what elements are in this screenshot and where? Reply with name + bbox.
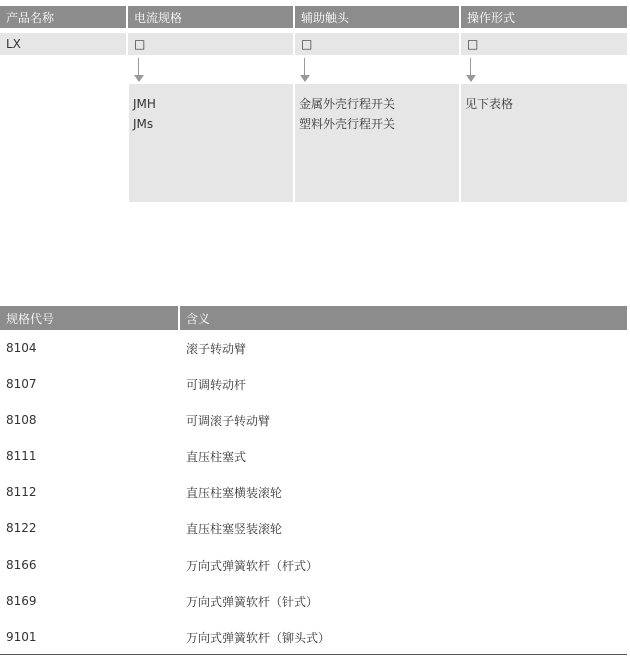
spec-meaning: 直压柱塞竖装滚轮 xyxy=(186,521,283,536)
aux-contact-options xyxy=(295,84,459,202)
spec-code: 8111 xyxy=(6,449,37,463)
down-arrow-icon xyxy=(300,58,310,84)
header-aux-contact: 辅助触头 xyxy=(295,6,461,28)
spec-meaning: 直压柱塞式 xyxy=(186,449,247,464)
option-item: 见下表格 xyxy=(465,97,514,111)
model-table-values xyxy=(0,33,627,55)
table-row xyxy=(0,374,627,394)
header-spec-code: 规格代号 xyxy=(0,306,180,330)
header-current-spec: 电流规格 xyxy=(128,6,295,28)
header-meaning: 含义 xyxy=(186,311,211,326)
spec-code: 8122 xyxy=(6,521,37,535)
spec-meaning: 滚子转动臂 xyxy=(186,341,247,356)
value-current-spec: □ xyxy=(128,33,295,55)
header-operation-type: 操作形式 xyxy=(467,10,516,25)
operation-type-options xyxy=(461,84,627,202)
table-row xyxy=(0,482,627,502)
spec-meaning: 可调滚子转动臂 xyxy=(186,413,271,428)
option-item: 塑料外壳行程开关 xyxy=(299,117,396,131)
spec-meaning: 万向式弹簧软杆（针式） xyxy=(186,594,319,609)
value-product-name: LX xyxy=(0,33,128,55)
spec-meaning: 万向式弹簧软杆（杆式） xyxy=(186,558,319,573)
table-row xyxy=(0,446,627,466)
value-aux-contact: □ xyxy=(295,33,461,55)
spec-code: 8108 xyxy=(6,413,37,427)
option-item: JMs xyxy=(133,117,154,131)
spec-meaning: 可调转动杆 xyxy=(186,377,247,392)
spec-code: 8112 xyxy=(6,485,37,499)
option-item: 金属外壳行程开关 xyxy=(299,97,396,111)
current-spec-options xyxy=(129,84,293,202)
table-row xyxy=(0,410,627,430)
header-product-name: 产品名称 xyxy=(0,6,128,28)
model-table-header xyxy=(0,6,627,28)
option-item: JMH xyxy=(133,97,156,111)
table-row xyxy=(0,338,627,358)
table-bottom-rule xyxy=(0,654,627,655)
value-operation-type: □ xyxy=(467,37,479,51)
spec-code: 8169 xyxy=(6,594,37,608)
spec-code: 8107 xyxy=(6,377,37,391)
spec-meaning: 直压柱塞横装滚轮 xyxy=(186,485,283,500)
down-arrow-icon xyxy=(134,58,144,84)
table-row xyxy=(0,591,627,611)
table-row xyxy=(0,627,627,647)
code-table-header xyxy=(0,306,627,330)
spec-code: 8166 xyxy=(6,558,37,572)
table-row xyxy=(0,555,627,575)
spec-meaning: 万向式弹簧软杆（铆头式） xyxy=(186,630,331,645)
spec-code: 8104 xyxy=(6,341,37,355)
spec-code: 9101 xyxy=(6,630,37,644)
table-row xyxy=(0,518,627,538)
down-arrow-icon xyxy=(466,58,476,84)
